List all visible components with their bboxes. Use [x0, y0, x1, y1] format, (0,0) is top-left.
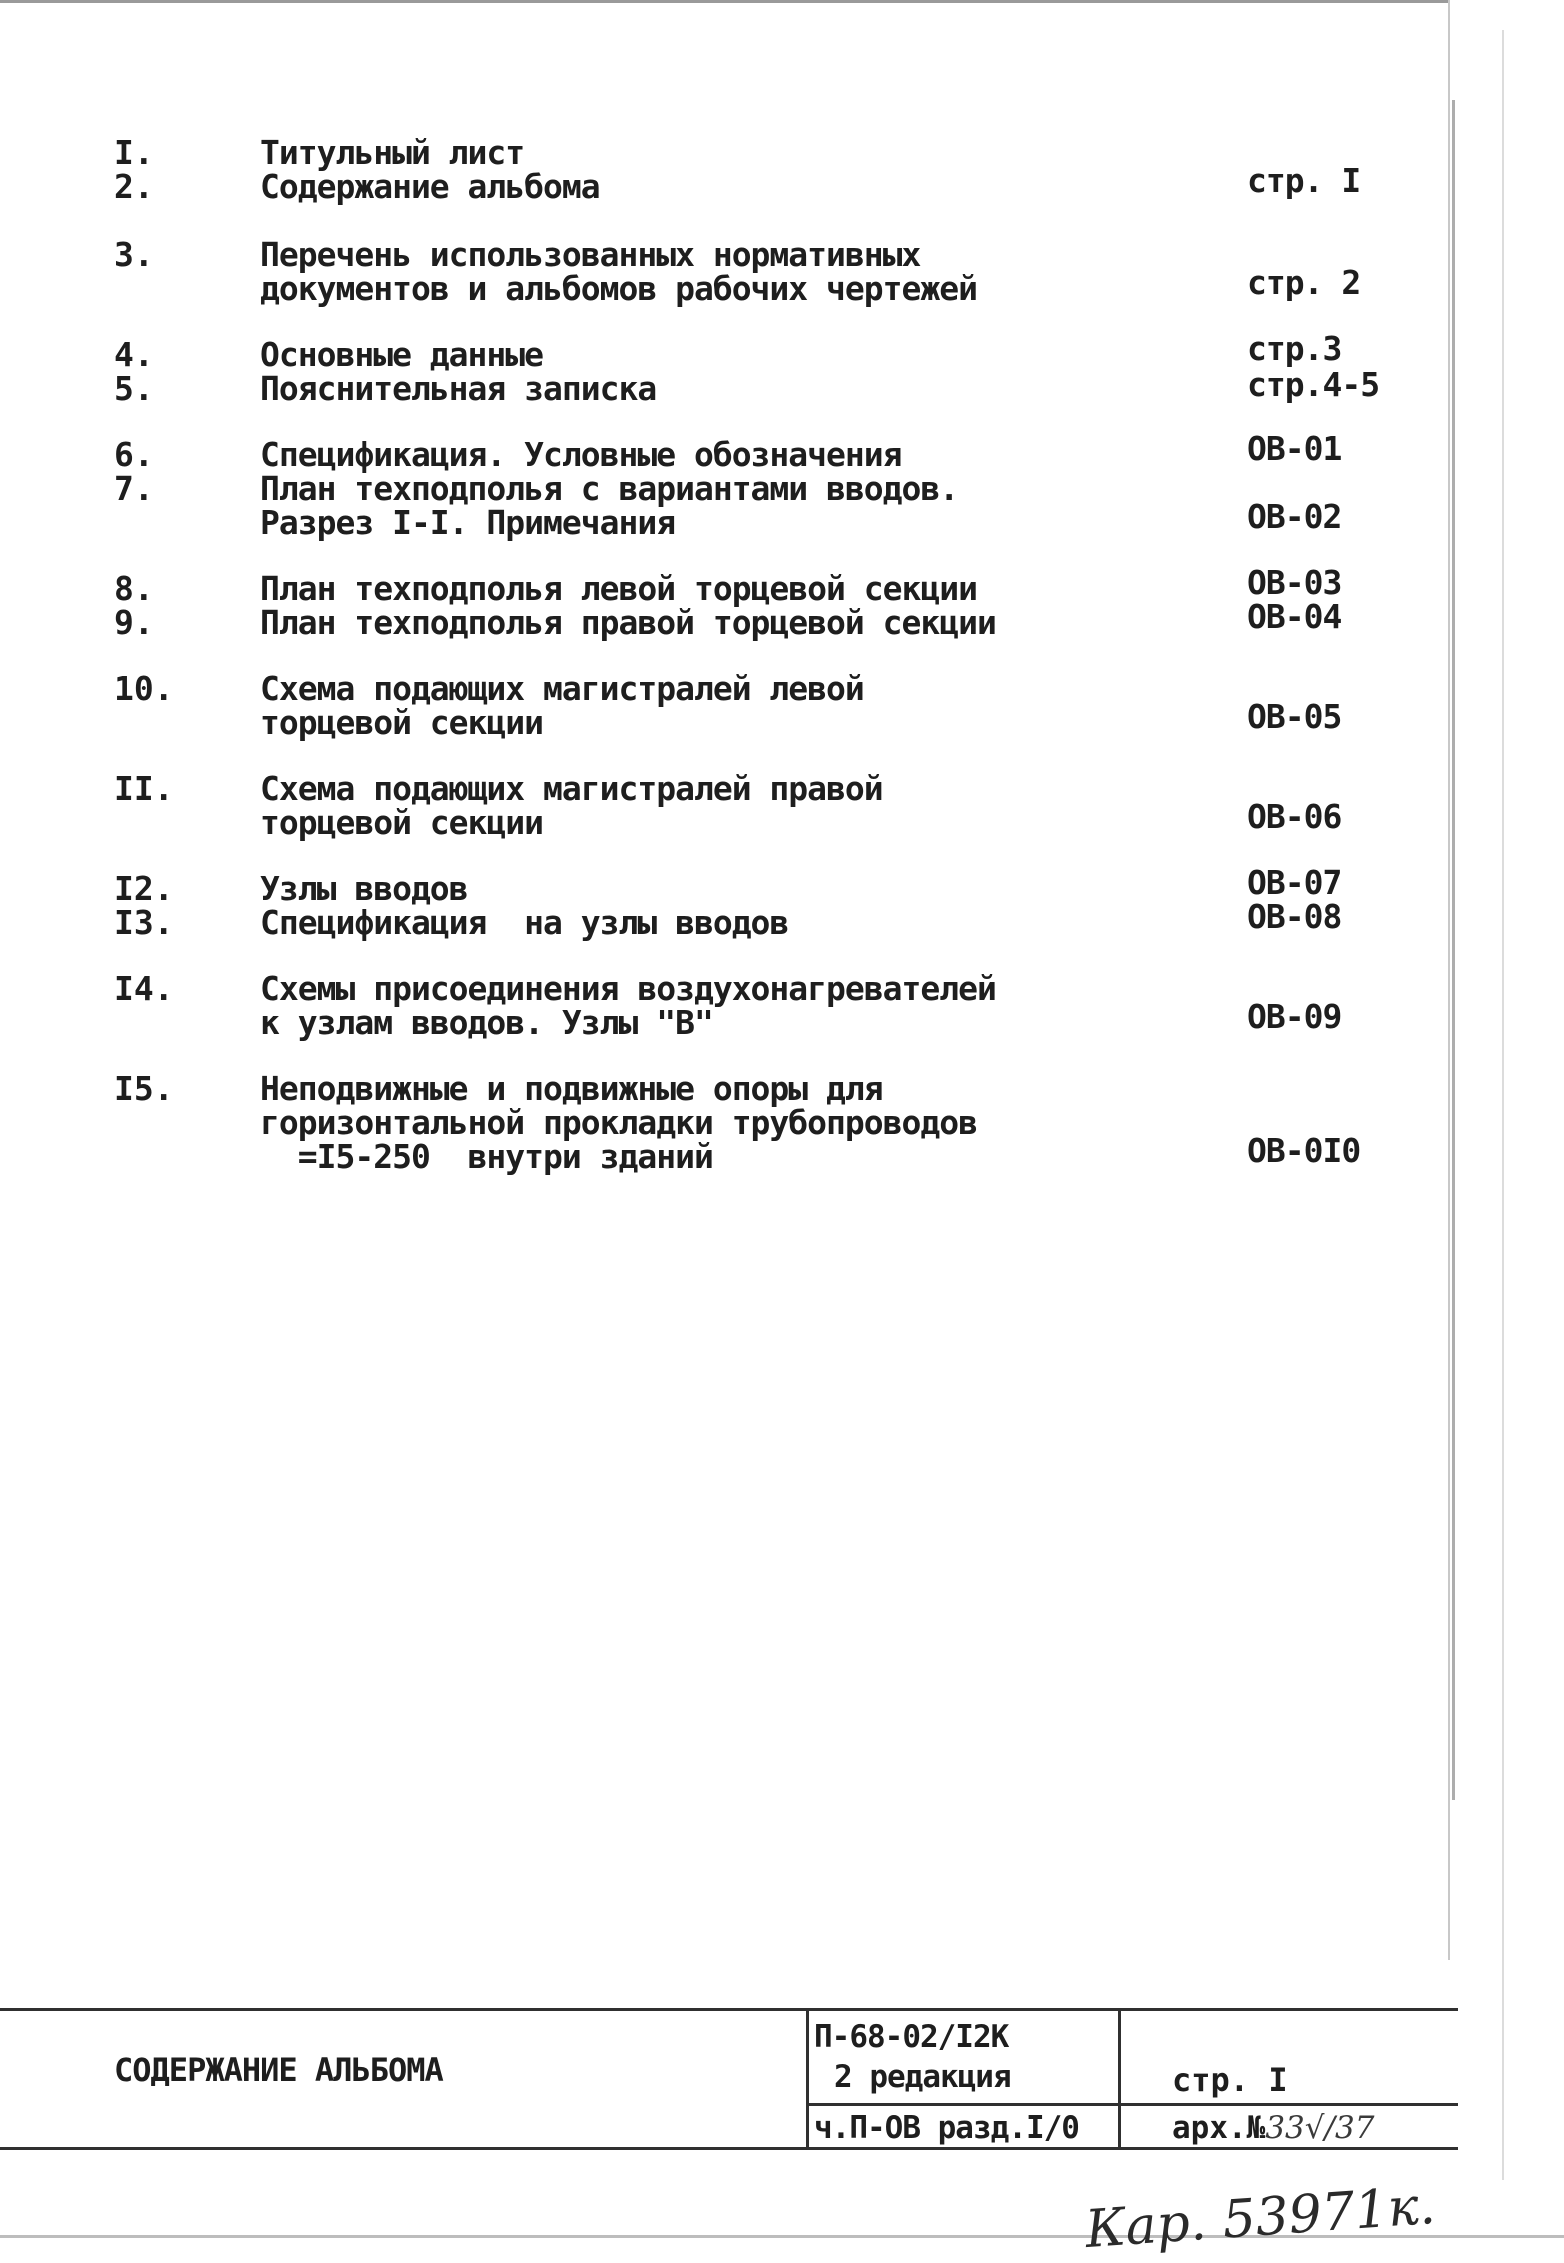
entry-line: Пояснительная записка — [260, 369, 657, 408]
entry-number: I5. — [114, 1069, 174, 1108]
entry-number: 4. — [114, 335, 154, 374]
entry-number: 10. — [114, 669, 174, 708]
title-block-title: СОДЕРЖАНИЕ АЛЬБОМА — [114, 2051, 443, 2089]
archive-number — [1172, 2110, 1374, 2146]
sheet-page-label: стр. I — [1172, 2061, 1288, 2099]
archive-label: арх.№ — [1172, 2110, 1266, 2146]
entry-number: 8. — [114, 569, 154, 608]
entry-number: 5. — [114, 369, 154, 408]
entry-number: 6. — [114, 435, 154, 474]
edition-label: 2 редакция — [834, 2059, 1011, 2095]
entry-line: горизонтальной прокладки трубопроводов — [260, 1103, 977, 1142]
entry-line: =I5-250 внутри зданий — [260, 1137, 713, 1176]
entry-page-ref: ОВ-04 — [1247, 597, 1342, 636]
entry-line: Спецификация. Условные обозначения — [260, 435, 902, 474]
entry-line: торцевой секции — [260, 803, 544, 842]
scan-edge-right-shadow — [1452, 100, 1455, 1800]
entry-line: торцевой секции — [260, 703, 544, 742]
scan-edge-right — [1448, 0, 1450, 1960]
entry-page-ref: ОВ-08 — [1247, 897, 1342, 936]
entry-line: Неподвижные и подвижные опоры для — [260, 1069, 883, 1108]
scan-edge-far — [1502, 30, 1504, 2180]
entry-page-ref: ОВ-0I0 — [1247, 1131, 1361, 1170]
part-section-label: ч.П-ОВ разд.I/0 — [814, 2110, 1079, 2146]
title-block-divider — [806, 2103, 1458, 2106]
entry-line: Разрез I-I. Примечания — [260, 503, 676, 542]
entry-number: 2. — [114, 167, 154, 206]
entry-page-ref: ОВ-09 — [1247, 997, 1342, 1036]
entry-page-ref: ОВ-05 — [1247, 697, 1342, 736]
entry-line: Схемы присоединения воздухонагревателей — [260, 969, 996, 1008]
entry-page-ref: ОВ-02 — [1247, 497, 1342, 536]
entry-number: I. — [114, 133, 154, 172]
entry-line: Титульный лист — [260, 133, 525, 172]
entry-line: Спецификация на узлы вводов — [260, 903, 789, 942]
entry-line: Схема подающих магистралей правой — [260, 769, 883, 808]
handwritten-note: Кар. 53971к. — [1083, 2175, 1438, 2261]
entry-number: I3. — [114, 903, 174, 942]
entry-page-ref: стр.3 — [1247, 329, 1342, 368]
entry-line: Схема подающих магистралей левой — [260, 669, 864, 708]
title-block-divider — [1118, 2011, 1121, 2147]
entry-number: I4. — [114, 969, 174, 1008]
entry-line: документов и альбомов рабочих чертежей — [260, 269, 977, 308]
entry-number: 3. — [114, 235, 154, 274]
entry-line: План техподполья правой торцевой секции — [260, 603, 996, 642]
entry-line: Перечень использованных нормативных — [260, 235, 921, 274]
entry-number: I2. — [114, 869, 174, 908]
title-block-divider — [806, 2011, 809, 2147]
scan-edge-top — [0, 0, 1450, 3]
document-code: П-68-02/I2К — [814, 2019, 1009, 2055]
archive-number-handwritten: 33√/37 — [1265, 2110, 1375, 2146]
entry-page-ref: ОВ-01 — [1247, 429, 1342, 468]
entry-line: План техподполья левой торцевой секции — [260, 569, 977, 608]
entry-line: План техподполья с вариантами вводов. — [260, 469, 959, 508]
entry-line: к узлам вводов. Узлы "В" — [260, 1003, 713, 1042]
entry-page-ref: стр.4-5 — [1247, 365, 1380, 404]
entry-number: 7. — [114, 469, 154, 508]
entry-page-ref: ОВ-03 — [1247, 563, 1342, 602]
entry-page-ref: стр. I — [1247, 161, 1361, 200]
entry-line: Узлы вводов — [260, 869, 468, 908]
entry-number: II. — [114, 769, 174, 808]
entry-page-ref: ОВ-06 — [1247, 797, 1342, 836]
entry-page-ref: ОВ-07 — [1247, 863, 1342, 902]
entry-line: Содержание альбома — [260, 167, 600, 206]
entry-page-ref: стр. 2 — [1247, 263, 1361, 302]
entry-number: 9. — [114, 603, 154, 642]
entry-line: Основные данные — [260, 335, 544, 374]
title-block — [0, 2008, 1458, 2150]
